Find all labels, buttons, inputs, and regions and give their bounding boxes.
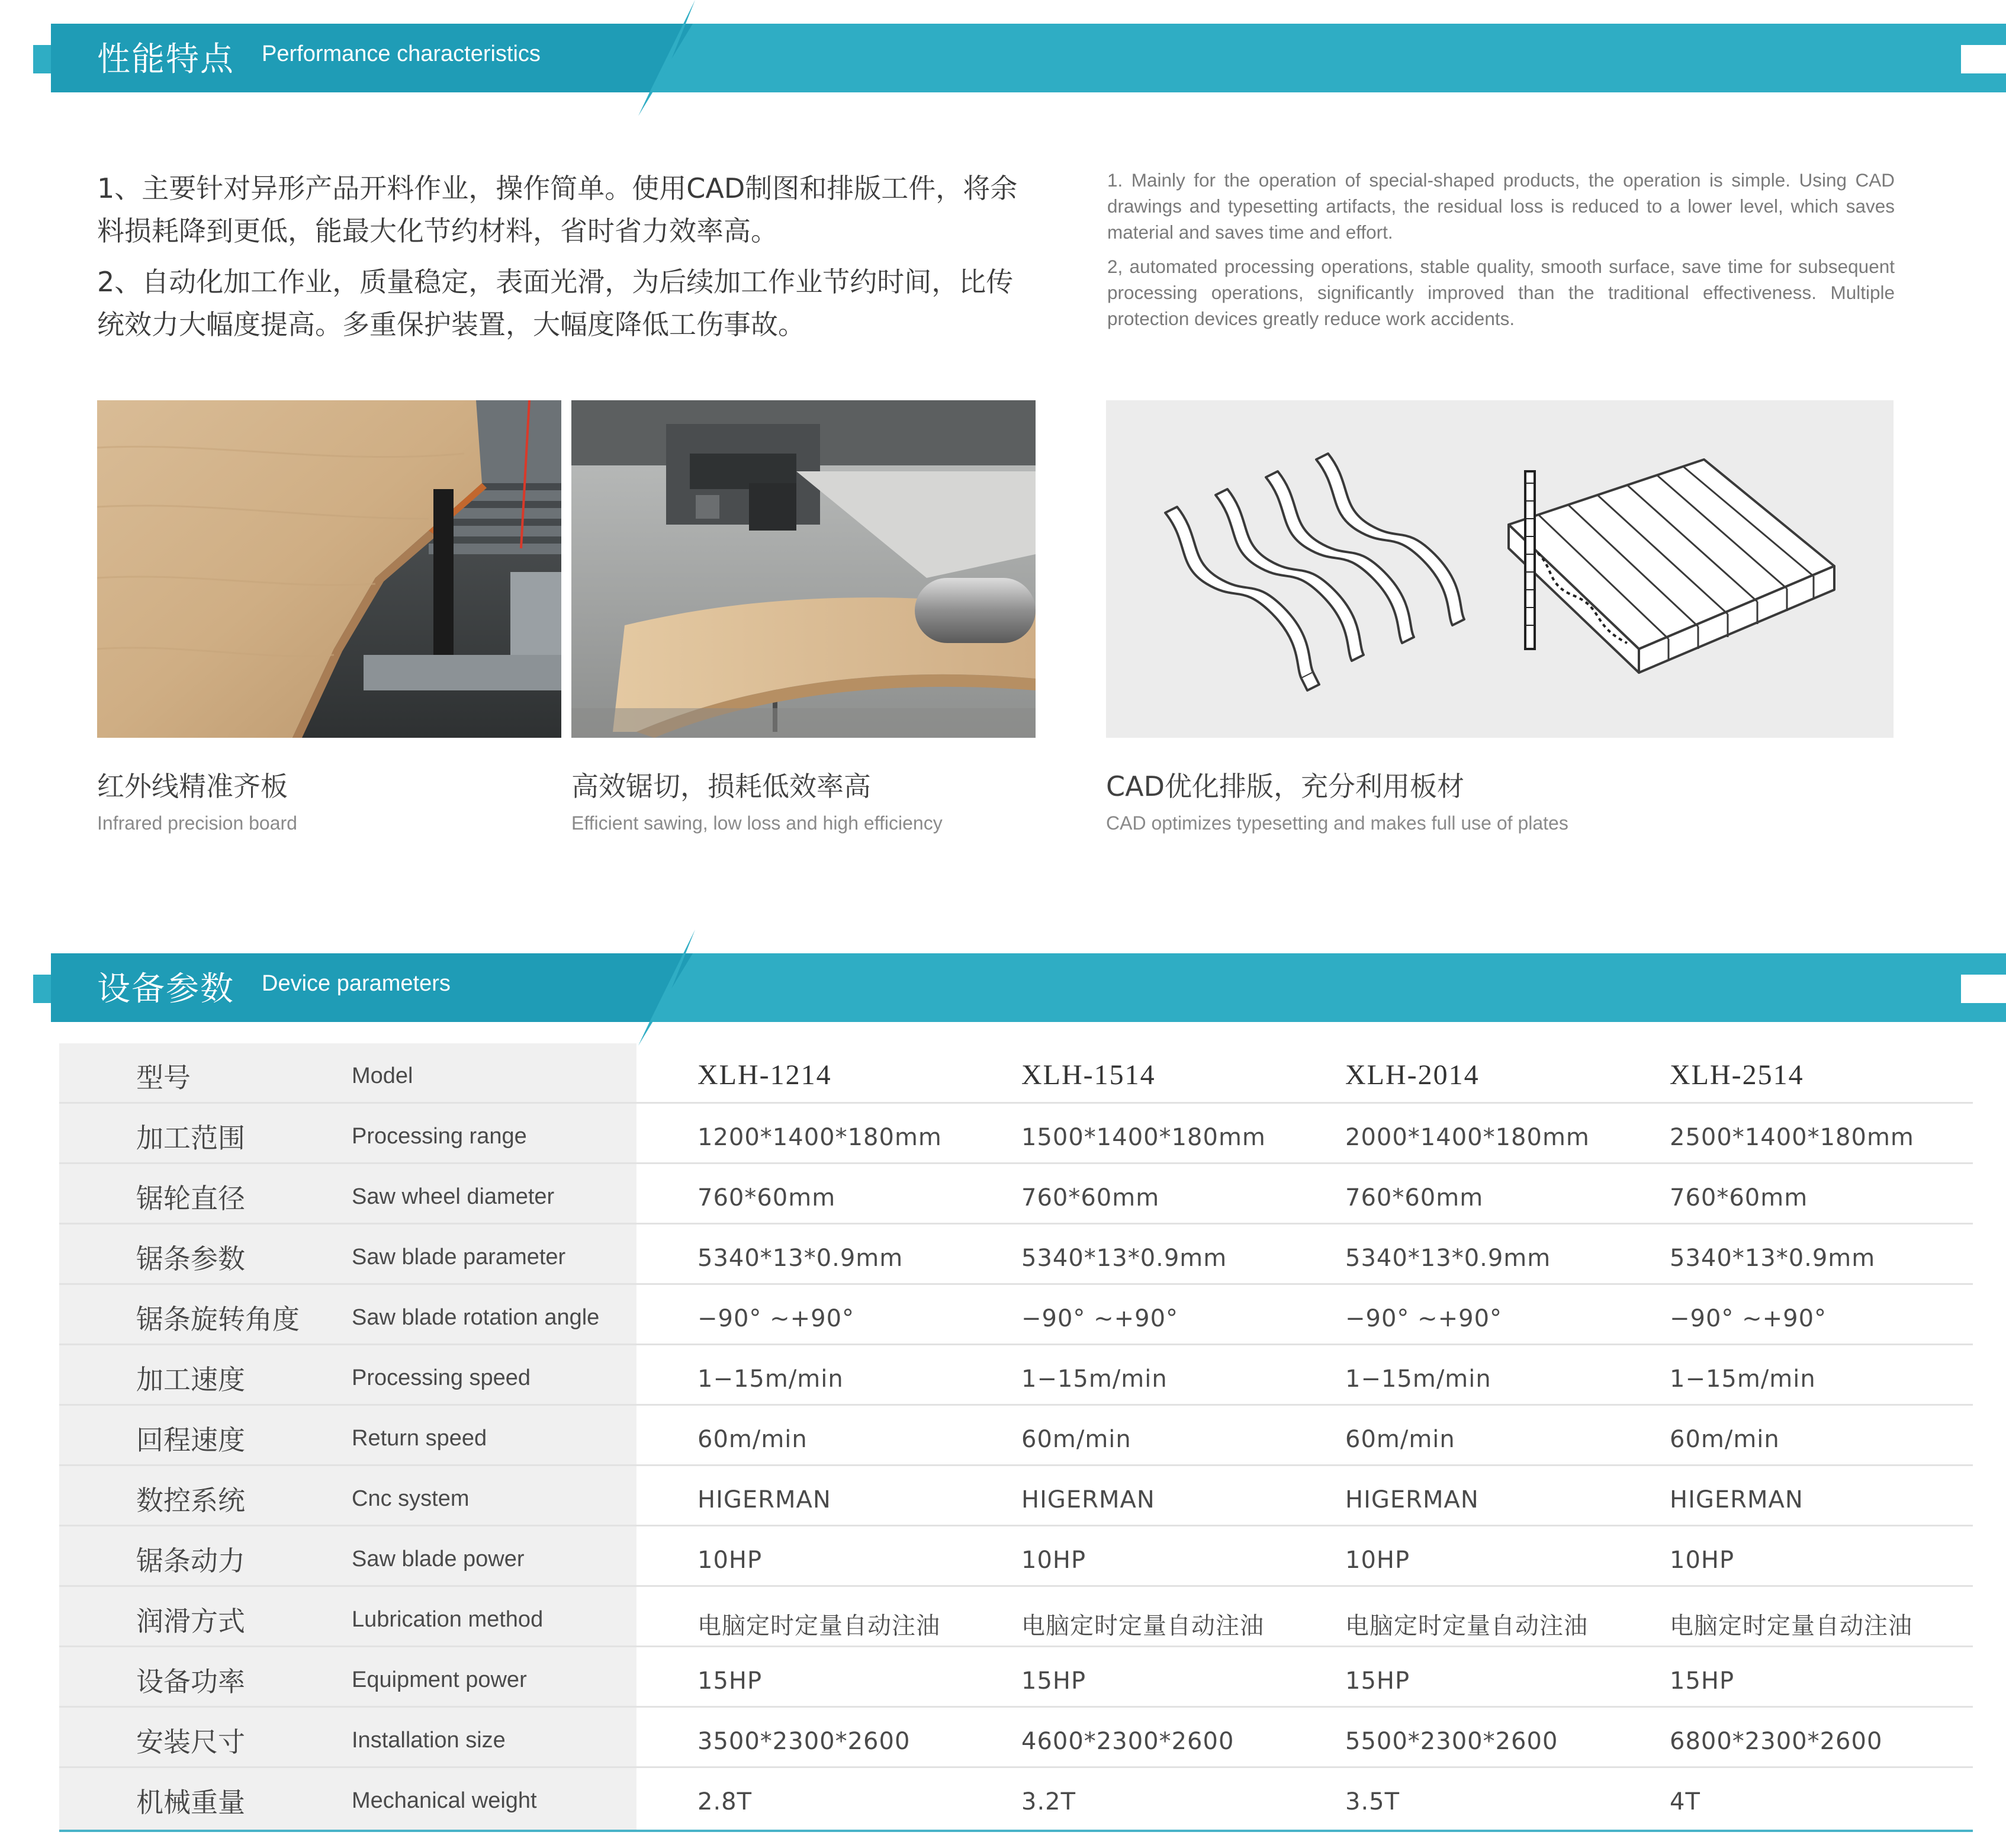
cell-value: 电脑定时定量自动注油: [1021, 1612, 1264, 1640]
cell-value: 4T: [1670, 1788, 1700, 1815]
feature-caption-en: CAD optimizes typesetting and makes full use of plates: [1106, 812, 1568, 834]
cell-value: −90° ~+90°: [1670, 1305, 1827, 1332]
model-name: XLH-1214: [697, 1059, 832, 1091]
row-label-cn: 机械重量: [136, 1786, 245, 1818]
table-row: [59, 1345, 1973, 1406]
cell-value: 2500*1400*180mm: [1670, 1124, 1914, 1151]
row-label-cn: 锯轮直径: [136, 1182, 245, 1214]
cell-value: 3.2T: [1021, 1788, 1076, 1815]
infrared-board-photo: [97, 400, 561, 738]
cell-value: 760*60mm: [697, 1184, 836, 1211]
row-label-en: Processing range: [352, 1124, 527, 1149]
row-label-en: Equipment power: [352, 1667, 527, 1692]
cell-value: 电脑定时定量自动注油: [697, 1612, 940, 1640]
cell-value: 760*60mm: [1021, 1184, 1160, 1211]
feature-caption-cn: 红外线精准齐板: [97, 770, 288, 802]
cell-value: 6800*2300*2600: [1670, 1728, 1883, 1755]
intro-cn-paragraph-1: [97, 167, 1039, 252]
row-label-en: Saw wheel diameter: [352, 1184, 555, 1209]
cell-value: 10HP: [697, 1547, 763, 1574]
feature-caption-en: Infrared precision board: [97, 812, 297, 834]
row-label-cn: 回程速度: [136, 1424, 245, 1456]
cell-value: 15HP: [1670, 1667, 1735, 1695]
row-label-cn: 锯条旋转角度: [136, 1303, 300, 1335]
intro-en-paragraph-2: 2, automated processing operations, stable quality, smooth surface, save time for subsequent processing operations, significantly improved than the traditional effectiveness. Multiple protection devices greatly reduce work accidents.: [1107, 256, 1895, 329]
row-label-en: Installation size: [352, 1728, 506, 1753]
cell-value: −90° ~+90°: [1021, 1305, 1179, 1332]
intro-cn-line: 2、自动化加工作业，质量稳定，表面光滑，为后续加工作业节约时间，比传: [97, 266, 1014, 298]
row-label-cn: 型号: [136, 1062, 191, 1094]
cell-value: 1−15m/min: [1670, 1365, 1816, 1393]
intro-cn-line: 统效力大幅度提高。多重保护装置，大幅度降低工伤事故。: [97, 308, 805, 340]
cell-value: 10HP: [1021, 1547, 1086, 1574]
table-row: [59, 1224, 1973, 1285]
cell-value: 760*60mm: [1670, 1184, 1808, 1211]
row-label-cn: 加工速度: [136, 1364, 245, 1396]
cell-value: 3500*2300*2600: [697, 1728, 911, 1755]
section-title-en: Performance characteristics: [262, 41, 541, 66]
cell-value: 760*60mm: [1345, 1184, 1484, 1211]
cell-value: HIGERMAN: [1021, 1486, 1155, 1513]
row-label-en: Cnc system: [352, 1486, 470, 1511]
table-bottom-rule: [59, 1830, 1973, 1832]
cell-value: 10HP: [1345, 1547, 1410, 1574]
cell-value: 3.5T: [1345, 1788, 1400, 1815]
row-label-en: Lubrication method: [352, 1607, 544, 1632]
row-label-cn: 润滑方式: [136, 1605, 245, 1637]
cell-value: 60m/min: [1345, 1426, 1455, 1453]
cell-value: 15HP: [1021, 1667, 1086, 1695]
cell-value: −90° ~+90°: [697, 1305, 855, 1332]
table-row: [59, 1164, 1973, 1224]
section-banner-performance: [0, 0, 2006, 130]
cell-value: 5340*13*0.9mm: [1345, 1245, 1551, 1272]
table-row: [59, 1587, 1973, 1647]
row-label-en: Model: [352, 1063, 413, 1088]
section-title-cn: 设备参数: [97, 970, 234, 1008]
cell-value: 电脑定时定量自动注油: [1345, 1612, 1588, 1640]
cell-value: 电脑定时定量自动注油: [1670, 1612, 1912, 1640]
row-label-cn: 加工范围: [136, 1122, 245, 1154]
table-row: [59, 1466, 1973, 1526]
cell-value: 5500*2300*2600: [1345, 1728, 1558, 1755]
section-title-en: Device parameters: [262, 971, 451, 996]
cell-value: 60m/min: [1670, 1426, 1780, 1453]
model-name: XLH-2014: [1345, 1059, 1480, 1091]
cell-value: −90° ~+90°: [1345, 1305, 1503, 1332]
cell-value: 1500*1400*180mm: [1021, 1124, 1266, 1151]
section-title-cn: 性能特点: [97, 40, 234, 79]
model-name: XLH-1514: [1021, 1059, 1156, 1091]
table-row: [59, 1768, 1973, 1828]
cell-value: 15HP: [1345, 1667, 1410, 1695]
table-row: [59, 1526, 1973, 1587]
cad-nesting-illustration: [1106, 400, 1894, 738]
table-header-row: [59, 1043, 1973, 1104]
table-row: [59, 1285, 1973, 1345]
intro-en-paragraph-1: 1. Mainly for the operation of special-shaped products, the operation is simple. Using CAD drawings and typesetting artifacts, the residual loss is reduced to a lower level, which saves material and saves time and effort.: [1107, 169, 1895, 243]
intro-cn-line: 1、主要针对异形产品开料作业，操作简单。使用CAD制图和排版工件，将余: [97, 172, 1018, 204]
row-label-en: Saw blade power: [352, 1547, 525, 1571]
row-label-en: Saw blade parameter: [352, 1245, 566, 1270]
feature-caption-cn: 高效锯切，损耗低效率高: [571, 770, 871, 802]
row-label-cn: 锯条动力: [136, 1545, 245, 1577]
cell-value: 10HP: [1670, 1547, 1735, 1574]
intro-cn-line: 料损耗降到更低，能最大化节约材料，省时省力效率高。: [97, 215, 778, 247]
row-label-cn: 设备功率: [136, 1666, 245, 1698]
table-row: [59, 1647, 1973, 1708]
cell-value: HIGERMAN: [1670, 1486, 1804, 1513]
cell-value: 1−15m/min: [697, 1365, 844, 1393]
cell-value: 1−15m/min: [1021, 1365, 1168, 1393]
cell-value: HIGERMAN: [697, 1486, 831, 1513]
cell-value: 2000*1400*180mm: [1345, 1124, 1590, 1151]
cell-value: 5340*13*0.9mm: [1021, 1245, 1227, 1272]
cell-value: 1200*1400*180mm: [697, 1124, 942, 1151]
row-label-en: Saw blade rotation angle: [352, 1305, 600, 1330]
cell-value: 60m/min: [697, 1426, 808, 1453]
cell-value: 4600*2300*2600: [1021, 1728, 1235, 1755]
model-name: XLH-2514: [1670, 1059, 1804, 1091]
row-label-en: Return speed: [352, 1426, 487, 1451]
row-label-en: Mechanical weight: [352, 1788, 537, 1813]
intro-cn-paragraph-2: [97, 261, 1039, 346]
table-row: [59, 1406, 1973, 1466]
row-label-cn: 锯条参数: [136, 1243, 245, 1275]
cell-value: 15HP: [697, 1667, 763, 1695]
cell-value: HIGERMAN: [1345, 1486, 1479, 1513]
cell-value: 2.8T: [697, 1788, 753, 1815]
row-label-cn: 数控系统: [136, 1484, 245, 1516]
cell-value: 60m/min: [1021, 1426, 1131, 1453]
row-label-en: Processing speed: [352, 1365, 531, 1390]
feature-caption-cn: CAD优化排版，充分利用板材: [1106, 770, 1465, 802]
table-row: [59, 1708, 1973, 1768]
section-banner-parameters: [0, 930, 2006, 1060]
cell-value: 5340*13*0.9mm: [1670, 1245, 1876, 1272]
cell-value: 5340*13*0.9mm: [697, 1245, 904, 1272]
sawing-photo: [571, 400, 1036, 738]
table-row: [59, 1104, 1973, 1164]
feature-caption-en: Efficient sawing, low loss and high efficiency: [571, 812, 943, 834]
cell-value: 1−15m/min: [1345, 1365, 1491, 1393]
row-label-cn: 安装尺寸: [136, 1726, 245, 1758]
